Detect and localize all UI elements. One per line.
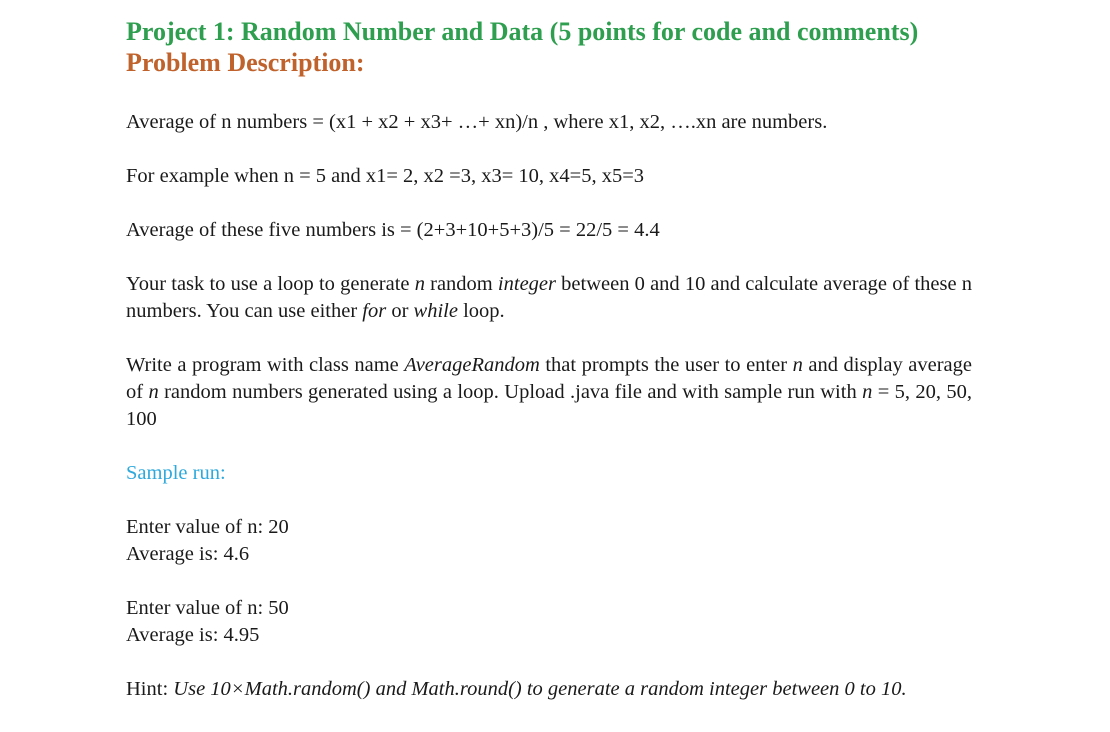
project-title: Project 1: Random Number and Data (5 points for code and comments)	[126, 17, 919, 46]
problem-description-heading: Problem Description:	[126, 48, 365, 77]
sample-run-2-result: Average is: 4.95	[126, 624, 260, 646]
program-n-variable-2: n	[148, 381, 159, 403]
hint-paragraph	[126, 676, 972, 703]
task-text-3: between 0 and 10 and calculate average of these n numbers. You can use either	[126, 273, 973, 322]
hint-label: Hint:	[126, 678, 174, 700]
program-paragraph	[126, 352, 972, 433]
hint-text: Use 10×Math.random() and Math.round() to generate a random integer between 0 to 10.	[173, 678, 907, 700]
task-for-keyword: for	[362, 300, 387, 322]
program-n-variable-3: n	[862, 381, 873, 403]
sample-run-1-result: Average is: 4.6	[126, 543, 250, 565]
task-text-5: loop.	[457, 300, 505, 322]
program-text-4: random numbers generated using a loop. Upload .java file and with sample run with	[158, 381, 863, 403]
program-n-variable-1: n	[792, 354, 803, 376]
program-text-2: that prompts the user to enter	[539, 354, 793, 376]
example-paragraph: For example when n = 5 and x1= 2, x2 =3, x3= 10, x4=5, x5=3	[126, 165, 645, 187]
task-paragraph	[126, 271, 972, 325]
program-text-1: Write a program with class name	[126, 354, 405, 376]
program-text-3: and display average of	[126, 354, 972, 403]
task-n-variable: n	[414, 273, 425, 295]
program-text-5: = 5, 20, 50, 100	[126, 381, 972, 430]
sample-run-1	[126, 514, 972, 568]
sample-run-2	[126, 595, 972, 649]
task-while-keyword: while	[413, 300, 458, 322]
sample-run-heading: Sample run:	[126, 462, 226, 484]
program-class-name: AverageRandom	[404, 354, 540, 376]
sample-run-1-prompt: Enter value of n: 20	[126, 516, 289, 538]
task-integer-term: integer	[497, 273, 556, 295]
sample-run-2-prompt: Enter value of n: 50	[126, 597, 289, 619]
document-header	[126, 16, 972, 78]
task-text-1: Your task to use a loop to generate	[126, 273, 415, 295]
task-text-4: or	[386, 300, 414, 322]
average-formula-paragraph: Average of n numbers = (x1 + x2 + x3+ …+ xn)/n , where x1, x2, ….xn are numbers.	[126, 111, 828, 133]
task-text-2: random	[424, 273, 498, 295]
example-result-paragraph: Average of these five numbers is = (2+3+10+5+3)/5 = 22/5 = 4.4	[126, 219, 660, 241]
